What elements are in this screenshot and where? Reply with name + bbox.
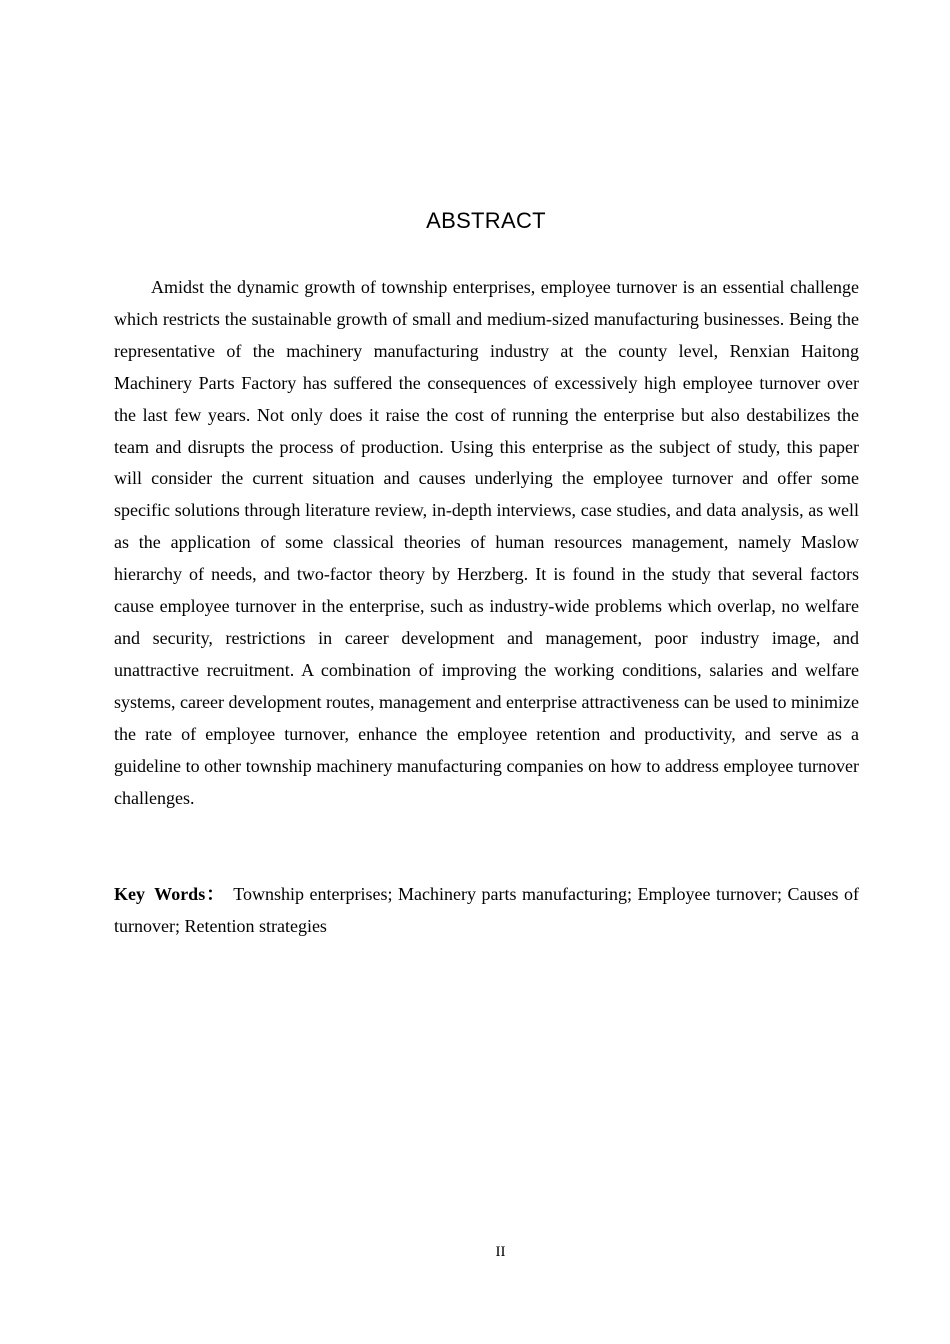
keywords-list: Township enterprises; Machinery parts manufacturing; Employee turnover; Causes of turnover; Retention strategies xyxy=(114,884,859,936)
abstract-title: ABSTRACT xyxy=(426,208,546,233)
abstract-body-paragraph: Amidst the dynamic growth of township enterprises, employee turnover is an essential challenge which restricts the sustainable growth of small and medium-sized manufacturing businesses. Being the representative of the machinery manufacturing industry at the county level, Renxian Haitong Machinery Parts Factory has suffered the consequences of excessively high employee turnover over the last few years. Not only does it raise the cost of running the enterprise but also destabilizes the team and disrupts the process of production. Using this enterprise as the subject of study, this paper will consider the current situation and causes underlying the employee turnover and offer some specific solutions through literature review, in-depth interviews, case studies, and data analysis, as well as the application of some classical theories of human resources management, namely Maslow hierarchy of needs, and two-factor theory by Herzberg. It is found in the study that several factors cause employee turnover in the enterprise, such as industry-wide problems which overlap, no welfare and security, restrictions in career development and management, poor industry image, and unattractive recruitment. A combination of improving the working conditions, salaries and welfare systems, career development routes, management and enterprise attractiveness can be used to minimize the rate of employee turnover, enhance the employee retention and productivity, and serve as a guideline to other township machinery manufacturing companies on how to address employee turnover challenges. xyxy=(114,277,859,808)
keywords-separator: ： xyxy=(205,884,226,904)
keywords-label: Key Words xyxy=(114,884,206,904)
page-number: II xyxy=(495,1244,506,1260)
keywords-line xyxy=(114,878,859,942)
